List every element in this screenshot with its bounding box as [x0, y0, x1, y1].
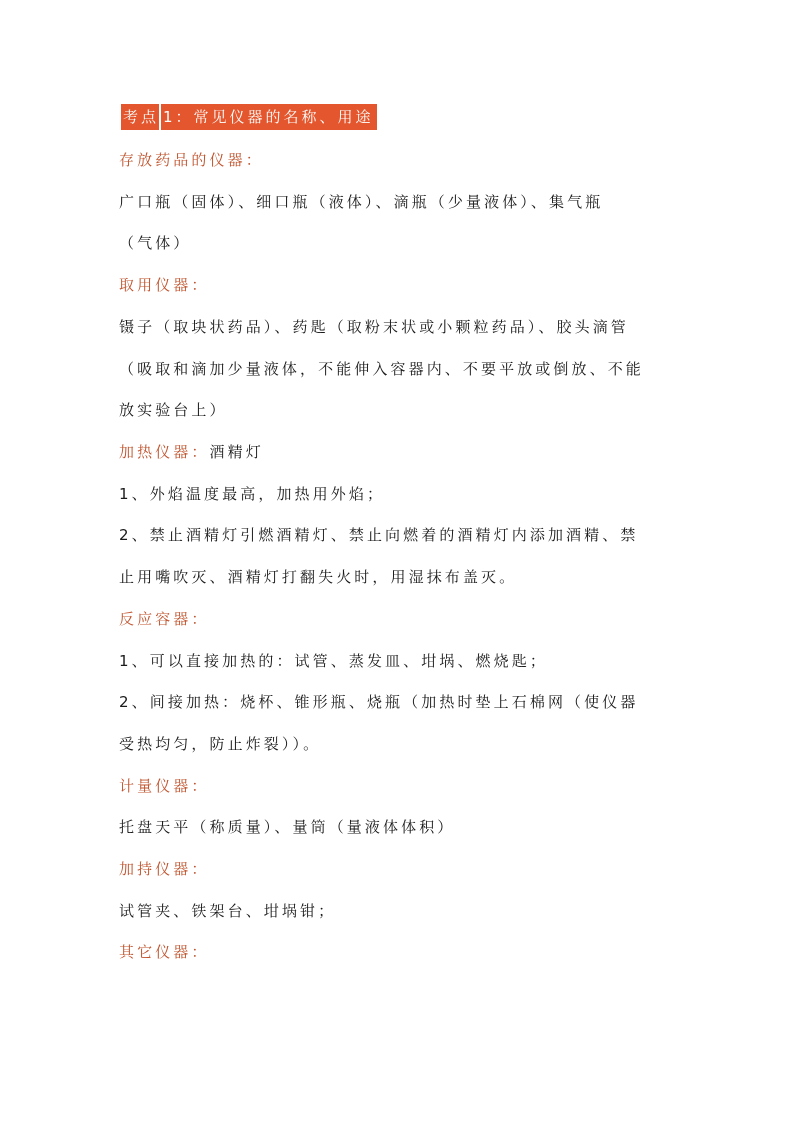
reaction-line-2: 2、间接加热：烧杯、锥形瓶、烧瓶（加热时垫上石棉网（使仪器 — [119, 693, 639, 711]
heating-line-1: 1、外焰温度最高，加热用外焰； — [119, 485, 386, 503]
heading-other: 其它仪器： — [119, 943, 210, 961]
heading-storage: 存放药品的仪器： — [119, 151, 264, 169]
title-separator — [159, 104, 161, 130]
taking-line-3: 放实验台上） — [119, 401, 228, 419]
topic-title — [119, 104, 377, 130]
heating-line-2: 2、禁止酒精灯引燃酒精灯、禁止向燃着的酒精灯内添加酒精、禁 — [119, 526, 639, 544]
storage-line-1: 广口瓶（固体）、细口瓶（液体）、滴瓶（少量液体）、集气瓶 — [119, 193, 604, 211]
heading-reaction: 反应容器： — [119, 610, 210, 628]
heading-heating-label: 加热仪器： — [119, 443, 210, 461]
measuring-line-1: 托盘天平（称质量）、量筒（量液体体积） — [119, 818, 456, 836]
heading-taking: 取用仪器： — [119, 276, 210, 294]
holding-line-1: 试管夹、铁架台、坩埚钳； — [119, 902, 337, 920]
topic-title-part2: 1：常见仪器的名称、用途 — [163, 108, 374, 126]
reaction-line-1: 1、可以直接加热的：试管、蒸发皿、坩埚、燃烧匙； — [119, 652, 548, 670]
heading-measuring: 计量仪器： — [119, 777, 210, 795]
heading-heating — [119, 441, 264, 463]
taking-line-1: 镊子（取块状药品）、药匙（取粉末状或小颗粒药品）、胶头滴管 — [119, 318, 629, 336]
reaction-line-3: 受热均匀，防止炸裂））。 — [119, 735, 322, 753]
heating-line-3: 止用嘴吹灭、酒精灯打翻失火时，用湿抹布盖灭。 — [119, 568, 518, 586]
heading-holding: 加持仪器： — [119, 860, 210, 878]
heading-heating-value: 酒精灯 — [209, 443, 264, 461]
storage-line-2: （气体） — [119, 234, 192, 252]
taking-line-2: （吸取和滴加少量液体，不能伸入容器内、不要平放或倒放、不能 — [119, 360, 644, 378]
topic-title-part1: 考点 — [123, 108, 160, 126]
